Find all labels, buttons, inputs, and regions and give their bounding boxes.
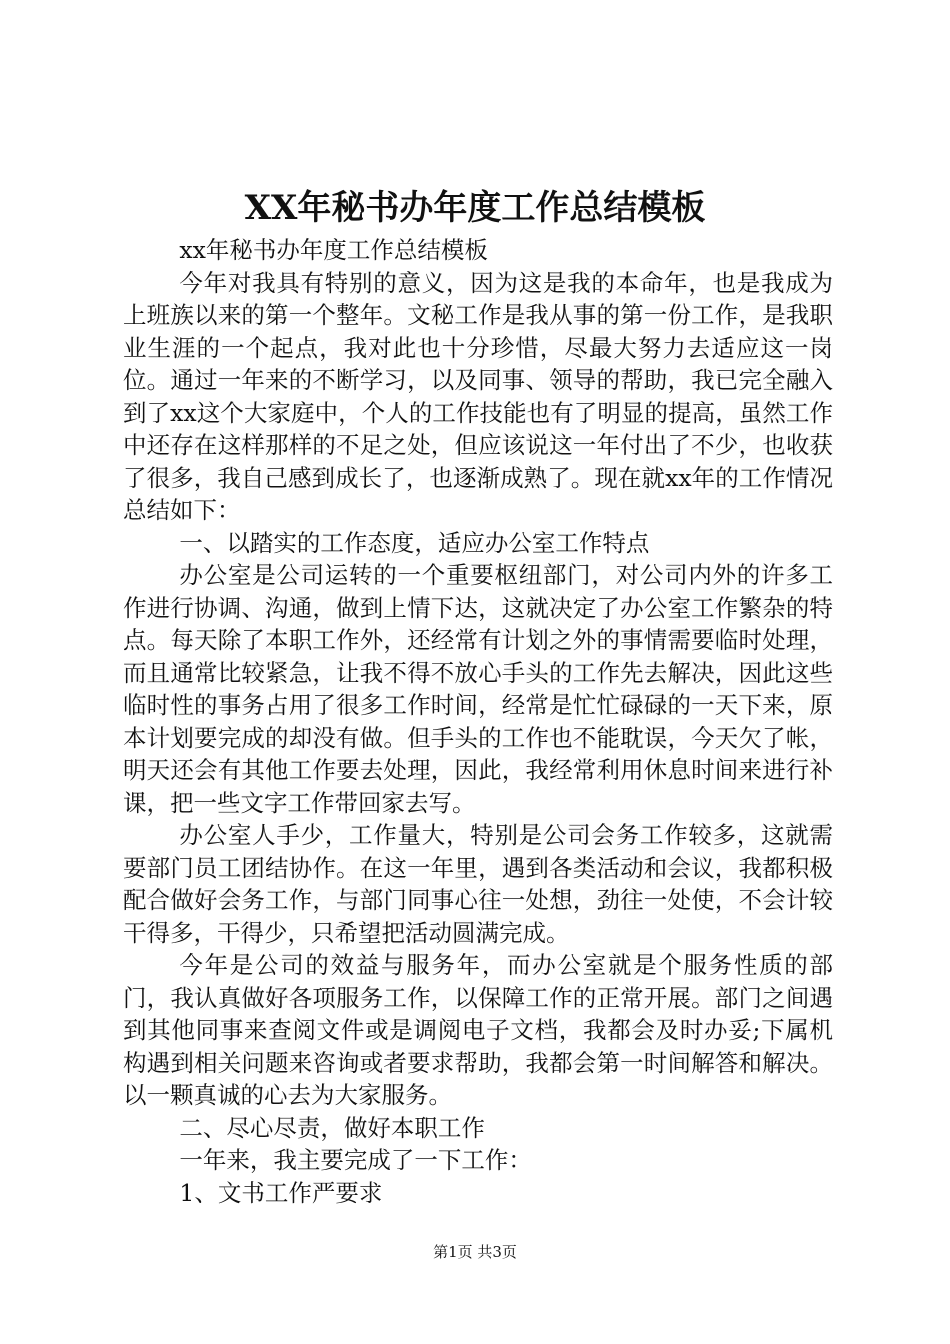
section-heading-2: 二、尽心尽责，做好本职工作 (179, 1113, 485, 1142)
subtitle-paragraph: xx年秘书办年度工作总结模板 (179, 236, 488, 264)
page-footer: 第1页 共3页 (433, 1243, 517, 1261)
section-heading-1: 一、以踏实的工作态度，适应办公室工作特点 (179, 528, 650, 557)
body-paragraph: 一年来，我主要完成了一下工作： (179, 1146, 532, 1174)
body-paragraph: 办公室人手少，工作量大，特别是公司会务工作较多，这就需要部门员工团结协作。在这一年里，遇到各类活动和会议，我都积极配合做好会务工作，与部门同事心往一处想，劲往一处使，不会计较干得多，干得少，只希望把活动圆满完成。 (123, 821, 833, 947)
body-paragraph: 今年是公司的效益与服务年，而办公室就是个服务性质的部门，我认真做好各项服务工作，以保障工作的正常开展。部门之间遇到其他同事来查阅文件或是调阅电子文档，我都会及时办妥;下属机构遇到相关问题来咨询或者要求帮助，我都会第一时间解答和解决。以一颗真诚的心去为大家服务。 (123, 951, 833, 1109)
document-body (123, 234, 833, 1209)
document-title: XX年秘书办年度工作总结模板 (244, 188, 706, 228)
list-item-heading: 1、文书工作严要求 (179, 1178, 383, 1207)
intro-paragraph: 今年对我具有特别的意义，因为这是我的本命年，也是我成为上班族以来的第一个整年。文秘工作是我从事的第一份工作，是我职业生涯的一个起点，我对此也十分珍惜，尽最大努力去适应这一岗位。通过一年来的不断学习，以及同事、领导的帮助，我已完全融入到了xx这个大家庭中，个人的工作技能也有了明显的提高，虽然工作中还存在这样那样的不足之处，但应该说这一年付出了不少，也收获了很多，我自己感到成长了，也逐渐成熟了。现在就xx年的工作情况总结如下： (123, 268, 833, 524)
body-paragraph: 办公室是公司运转的一个重要枢纽部门，对公司内外的许多工作进行协调、沟通，做到上情下达，这就决定了办公室工作繁杂的特点。每天除了本职工作外，还经常有计划之外的事情需要临时处理，而且通常比较紧急，让我不得不放心手头的工作先去解决，因此这些临时性的事务占用了很多工作时间，经常是忙忙碌碌的一天下来，原本计划要完成的却没有做。但手头的工作也不能耽误，今天欠了帐，明天还会有其他工作要去处理，因此，我经常利用休息时间来进行补课，把一些文字工作带回家去写。 (123, 561, 833, 817)
